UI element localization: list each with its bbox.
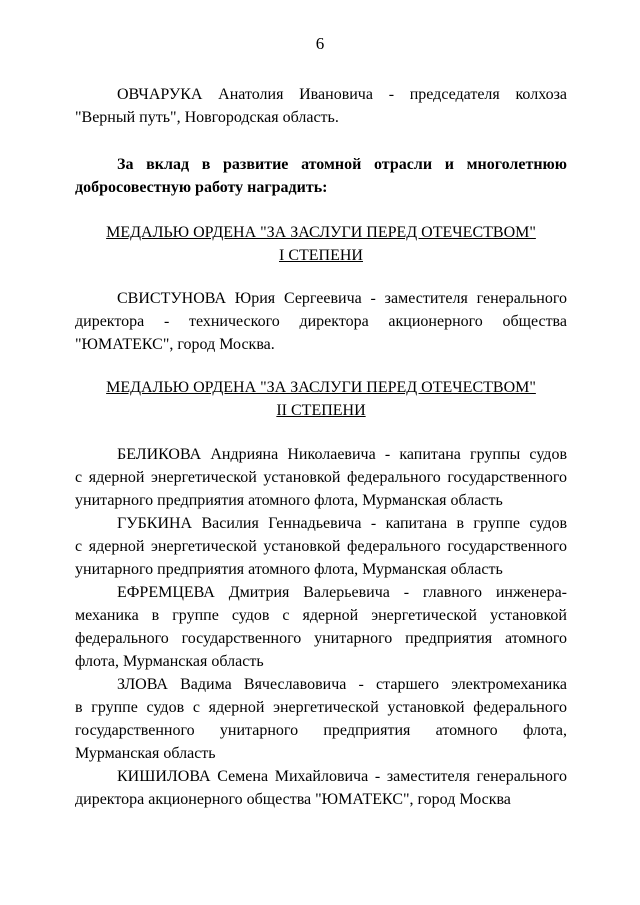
person-line: с ядерной энергетической установкой федерального государственного: [75, 538, 567, 555]
page-number: 6: [315, 34, 325, 53]
section-1-heading-line-2: I СТЕПЕНИ: [279, 247, 363, 264]
person-line: ГУБКИНА Василия Геннадьевича - капитана в группе судов: [117, 515, 567, 532]
section-2-heading-line-1: МЕДАЛЬЮ ОРДЕНА "ЗА ЗАСЛУГИ ПЕРЕД ОТЕЧЕСТВОМ": [106, 379, 536, 396]
person-line: директора акционерного общества "ЮМАТЕКС", город Москва: [75, 791, 511, 808]
section-2-person-3: [75, 581, 567, 673]
intro-line-1: [75, 83, 567, 106]
section-1-heading: [75, 221, 567, 267]
person-line: унитарного предприятия атомного флота, Мурманская область: [75, 492, 503, 509]
intro-person-rest: - председателя колхоза: [388, 86, 568, 103]
intro-person-name: ОВЧАРУКА Анатолия Ивановича: [117, 86, 373, 103]
section-2-heading-line-2: II СТЕПЕНИ: [276, 402, 366, 419]
section-2-people: [75, 443, 567, 811]
person-line: унитарного предприятия атомного флота, Мурманская область: [75, 561, 503, 578]
person-line: "ЮМАТЕКС", город Москва.: [75, 336, 275, 353]
section-1-heading-line-1: МЕДАЛЬЮ ОРДЕНА "ЗА ЗАСЛУГИ ПЕРЕД ОТЕЧЕСТВОМ": [106, 224, 536, 241]
person-line: государственного унитарного предприятия атомного флота,: [75, 722, 567, 739]
section-2-person-2: [75, 512, 567, 581]
section-2-heading: [75, 376, 567, 422]
person-line: в группе судов с ядерной энергетической установкой федерального: [75, 699, 567, 716]
person-line: механика в группе судов с ядерной энергетической установкой: [75, 607, 567, 624]
section-2-person-1: [75, 443, 567, 512]
person-line: ЗЛОВА Вадима Вячеславовича - старшего электромеханика: [117, 676, 567, 693]
award-statement-line-2: добросовестную работу наградить:: [75, 179, 328, 196]
section-2-person-4: [75, 673, 567, 765]
person-line: директора - технического директора акционерного общества: [75, 313, 567, 330]
person-line: КИШИЛОВА Семена Михайловича - заместителя генерального: [117, 768, 567, 785]
person-line: Мурманская область: [75, 745, 216, 762]
award-statement-line-1: За вклад в развитие атомной отрасли и многолетнюю: [117, 156, 567, 173]
person-line: флота, Мурманская область: [75, 653, 264, 670]
person-line: ЕФРЕМЦЕВА Дмитрия Валерьевича - главного инженера-: [117, 584, 567, 601]
person-line: с ядерной энергетической установкой федерального государственного: [75, 469, 567, 486]
person-line: федерального государственного унитарного предприятия атомного: [75, 630, 567, 647]
intro-line-2: "Верный путь", Новгородская область.: [75, 109, 339, 126]
section-1-person-1: [75, 287, 567, 356]
award-statement: [75, 153, 567, 199]
section-2-person-5: [75, 765, 567, 811]
person-line: СВИСТУНОВА Юрия Сергеевича - заместителя генерального: [117, 290, 567, 307]
intro-paragraph: [75, 83, 567, 129]
person-line: БЕЛИКОВА Андрияна Николаевича - капитана группы судов: [117, 446, 567, 463]
